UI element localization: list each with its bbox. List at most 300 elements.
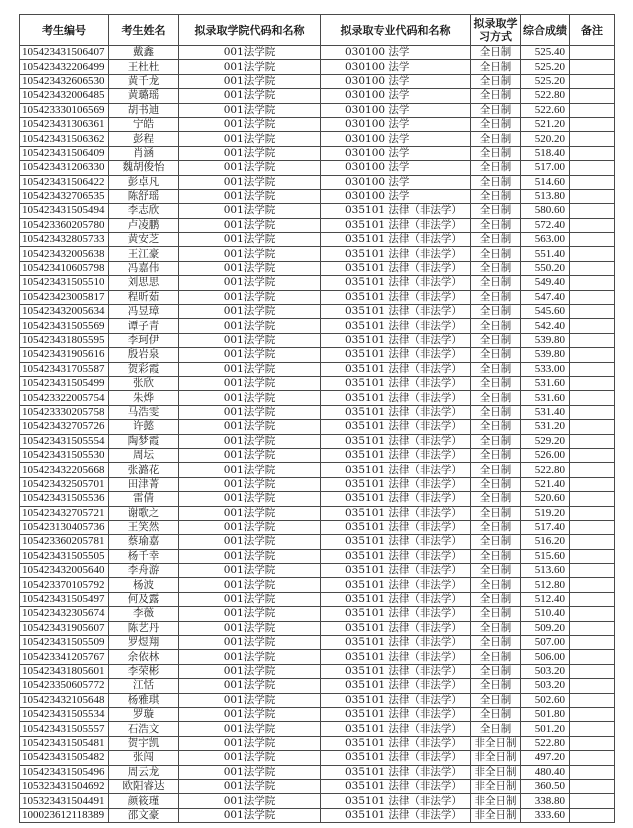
candidate-name-cell: 张潞花 xyxy=(109,463,179,477)
remarks-cell xyxy=(570,707,615,721)
candidate-name-cell: 杨千幸 xyxy=(109,549,179,563)
score-cell: 531.60 xyxy=(521,376,570,390)
college-cell: 001法学院 xyxy=(179,636,321,650)
score-cell: 519.20 xyxy=(521,506,570,520)
table-row xyxy=(20,348,615,362)
major-cell: 035101 法律（非法学） xyxy=(321,261,471,275)
candidate-name-cell: 周坛 xyxy=(109,448,179,462)
study-mode-cell: 全日制 xyxy=(471,535,521,549)
remarks-cell xyxy=(570,751,615,765)
major-cell: 035101 法律（非法学） xyxy=(321,204,471,218)
major-cell: 035101 法律（非法学） xyxy=(321,319,471,333)
major-cell: 035101 法律（非法学） xyxy=(321,578,471,592)
score-cell: 539.80 xyxy=(521,333,570,347)
study-mode-cell: 全日制 xyxy=(471,89,521,103)
major-cell: 035101 法律（非法学） xyxy=(321,434,471,448)
remarks-cell xyxy=(570,621,615,635)
score-cell: 522.80 xyxy=(521,89,570,103)
college-cell: 001法学院 xyxy=(179,578,321,592)
score-cell: 502.60 xyxy=(521,693,570,707)
score-cell: 506.00 xyxy=(521,650,570,664)
candidate-id-cell: 105423341205767 xyxy=(20,650,109,664)
score-cell: 525.40 xyxy=(521,46,570,60)
major-cell: 030100 法学 xyxy=(321,89,471,103)
table-row xyxy=(20,564,615,578)
candidate-id-cell: 105423432205668 xyxy=(20,463,109,477)
table-row xyxy=(20,736,615,750)
remarks-cell xyxy=(570,89,615,103)
major-cell: 030100 法学 xyxy=(321,60,471,74)
score-cell: 522.60 xyxy=(521,103,570,117)
candidate-id-cell: 105323431504692 xyxy=(20,779,109,793)
remarks-cell xyxy=(570,348,615,362)
candidate-name-cell: 李志欣 xyxy=(109,204,179,218)
study-mode-cell: 全日制 xyxy=(471,477,521,491)
table-row xyxy=(20,506,615,520)
study-mode-cell: 全日制 xyxy=(471,621,521,635)
table-row xyxy=(20,405,615,419)
candidate-name-cell: 谢歌之 xyxy=(109,506,179,520)
remarks-cell xyxy=(570,650,615,664)
score-cell: 333.60 xyxy=(521,808,570,822)
major-cell: 035101 法律（非法学） xyxy=(321,736,471,750)
score-cell: 529.20 xyxy=(521,434,570,448)
study-mode-cell: 全日制 xyxy=(471,189,521,203)
study-mode-cell: 全日制 xyxy=(471,376,521,390)
college-cell: 001法学院 xyxy=(179,751,321,765)
major-cell: 035101 法律（非法学） xyxy=(321,520,471,534)
score-cell: 520.60 xyxy=(521,492,570,506)
remarks-cell xyxy=(570,132,615,146)
candidate-id-cell: 105423431505497 xyxy=(20,592,109,606)
table-row xyxy=(20,146,615,160)
candidate-id-cell: 105423432505701 xyxy=(20,477,109,491)
study-mode-cell: 全日制 xyxy=(471,578,521,592)
table-row xyxy=(20,362,615,376)
study-mode-cell: 全日制 xyxy=(471,46,521,60)
candidate-id-cell: 105423431505494 xyxy=(20,204,109,218)
score-cell: 517.00 xyxy=(521,161,570,175)
remarks-cell xyxy=(570,592,615,606)
candidate-id-cell: 105423431805595 xyxy=(20,333,109,347)
candidate-id-cell: 105423360205780 xyxy=(20,218,109,232)
table-row xyxy=(20,664,615,678)
table-row xyxy=(20,477,615,491)
college-cell: 001法学院 xyxy=(179,276,321,290)
table-row xyxy=(20,520,615,534)
candidate-name-cell: 程昕茹 xyxy=(109,290,179,304)
study-mode-cell: 全日制 xyxy=(471,664,521,678)
candidate-name-cell: 贺彩霞 xyxy=(109,362,179,376)
candidate-id-cell: 105423431505482 xyxy=(20,751,109,765)
candidate-id-cell: 105423360205781 xyxy=(20,535,109,549)
study-mode-cell: 非全日制 xyxy=(471,779,521,793)
score-cell: 521.20 xyxy=(521,117,570,131)
college-cell: 001法学院 xyxy=(179,520,321,534)
college-cell: 001法学院 xyxy=(179,650,321,664)
score-cell: 507.00 xyxy=(521,636,570,650)
study-mode-cell: 全日制 xyxy=(471,74,521,88)
candidate-id-cell: 105423431506362 xyxy=(20,132,109,146)
college-cell: 001法学院 xyxy=(179,693,321,707)
candidate-id-cell: 105423431905616 xyxy=(20,348,109,362)
table-row xyxy=(20,132,615,146)
candidate-name-cell: 颜筱瑾 xyxy=(109,794,179,808)
remarks-cell xyxy=(570,420,615,434)
study-mode-cell: 全日制 xyxy=(471,305,521,319)
candidate-name-cell: 王江豪 xyxy=(109,247,179,261)
table-row xyxy=(20,463,615,477)
study-mode-cell: 全日制 xyxy=(471,549,521,563)
score-cell: 497.20 xyxy=(521,751,570,765)
candidate-name-cell: 陶梦霞 xyxy=(109,434,179,448)
remarks-cell xyxy=(570,722,615,736)
table-row xyxy=(20,434,615,448)
major-cell: 035101 法律（非法学） xyxy=(321,405,471,419)
candidate-name-cell: 杨雅琪 xyxy=(109,693,179,707)
college-cell: 001法学院 xyxy=(179,492,321,506)
study-mode-cell: 全日制 xyxy=(471,650,521,664)
candidate-name-cell: 刘思思 xyxy=(109,276,179,290)
score-cell: 531.60 xyxy=(521,391,570,405)
college-cell: 001法学院 xyxy=(179,463,321,477)
table-row xyxy=(20,290,615,304)
college-cell: 001法学院 xyxy=(179,722,321,736)
candidate-id-cell: 105423432705721 xyxy=(20,506,109,520)
candidate-name-cell: 罗璇 xyxy=(109,707,179,721)
remarks-cell xyxy=(570,477,615,491)
study-mode-cell: 全日制 xyxy=(471,204,521,218)
candidate-name-cell: 冯昱璋 xyxy=(109,305,179,319)
study-mode-cell: 全日制 xyxy=(471,276,521,290)
college-cell: 001法学院 xyxy=(179,46,321,60)
remarks-cell xyxy=(570,779,615,793)
admission-table xyxy=(19,14,615,823)
candidate-name-cell: 黄安芝 xyxy=(109,233,179,247)
table-row xyxy=(20,204,615,218)
study-mode-cell: 全日制 xyxy=(471,679,521,693)
candidate-name-cell: 罗煜翔 xyxy=(109,636,179,650)
major-cell: 035101 法律（非法学） xyxy=(321,794,471,808)
remarks-cell xyxy=(570,117,615,131)
remarks-cell xyxy=(570,463,615,477)
candidate-name-cell: 蔡瑜嘉 xyxy=(109,535,179,549)
table-row xyxy=(20,89,615,103)
college-cell: 001法学院 xyxy=(179,319,321,333)
remarks-cell xyxy=(570,448,615,462)
score-cell: 480.40 xyxy=(521,765,570,779)
candidate-name-cell: 何及露 xyxy=(109,592,179,606)
college-cell: 001法学院 xyxy=(179,189,321,203)
candidate-id-cell: 105423130405736 xyxy=(20,520,109,534)
candidate-id-cell: 105423431505534 xyxy=(20,707,109,721)
score-cell: 360.50 xyxy=(521,779,570,793)
candidate-id-cell: 105423432005638 xyxy=(20,247,109,261)
candidate-name-cell: 冯嘉伟 xyxy=(109,261,179,275)
candidate-name-cell: 欧阳睿达 xyxy=(109,779,179,793)
remarks-cell xyxy=(570,693,615,707)
major-cell: 035101 法律（非法学） xyxy=(321,549,471,563)
major-cell: 035101 法律（非法学） xyxy=(321,664,471,678)
remarks-cell xyxy=(570,175,615,189)
score-cell: 503.20 xyxy=(521,679,570,693)
candidate-name-cell: 邵文豪 xyxy=(109,808,179,822)
candidate-name-cell: 张欣 xyxy=(109,376,179,390)
candidate-name-cell: 李舟游 xyxy=(109,564,179,578)
major-cell: 035101 法律（非法学） xyxy=(321,621,471,635)
study-mode-cell: 全日制 xyxy=(471,434,521,448)
table-row xyxy=(20,103,615,117)
college-cell: 001法学院 xyxy=(179,233,321,247)
remarks-cell xyxy=(570,204,615,218)
table-row xyxy=(20,578,615,592)
study-mode-cell: 全日制 xyxy=(471,132,521,146)
college-cell: 001法学院 xyxy=(179,247,321,261)
remarks-cell xyxy=(570,736,615,750)
study-mode-cell: 全日制 xyxy=(471,405,521,419)
college-cell: 001法学院 xyxy=(179,74,321,88)
remarks-cell xyxy=(570,549,615,563)
study-mode-cell: 全日制 xyxy=(471,722,521,736)
study-mode-cell: 全日制 xyxy=(471,463,521,477)
remarks-cell xyxy=(570,405,615,419)
score-cell: 512.40 xyxy=(521,592,570,606)
major-cell: 035101 法律（非法学） xyxy=(321,779,471,793)
candidate-id-cell: 105423431505510 xyxy=(20,276,109,290)
major-cell: 035101 法律（非法学） xyxy=(321,722,471,736)
remarks-cell xyxy=(570,794,615,808)
college-cell: 001法学院 xyxy=(179,679,321,693)
remarks-cell xyxy=(570,434,615,448)
remarks-cell xyxy=(570,664,615,678)
header-row xyxy=(20,15,615,46)
study-mode-cell: 全日制 xyxy=(471,448,521,462)
college-cell: 001法学院 xyxy=(179,477,321,491)
remarks-cell xyxy=(570,679,615,693)
candidate-id-cell: 105423431505509 xyxy=(20,636,109,650)
candidate-id-cell: 105423431505536 xyxy=(20,492,109,506)
score-cell: 549.40 xyxy=(521,276,570,290)
table-row xyxy=(20,693,615,707)
remarks-cell xyxy=(570,233,615,247)
major-cell: 035101 法律（非法学） xyxy=(321,707,471,721)
remarks-cell xyxy=(570,520,615,534)
score-cell: 572.40 xyxy=(521,218,570,232)
candidate-id-cell: 105423432005640 xyxy=(20,564,109,578)
score-cell: 521.40 xyxy=(521,477,570,491)
table-row xyxy=(20,636,615,650)
candidate-id-cell: 105423370105792 xyxy=(20,578,109,592)
college-cell: 001法学院 xyxy=(179,132,321,146)
table-row xyxy=(20,448,615,462)
candidate-id-cell: 105423431505530 xyxy=(20,448,109,462)
major-cell: 035101 法律（非法学） xyxy=(321,233,471,247)
candidate-id-cell: 105423431705587 xyxy=(20,362,109,376)
score-cell: 501.80 xyxy=(521,707,570,721)
score-cell: 510.40 xyxy=(521,607,570,621)
college-cell: 001法学院 xyxy=(179,765,321,779)
study-mode-cell: 非全日制 xyxy=(471,765,521,779)
table-row xyxy=(20,276,615,290)
major-cell: 030100 法学 xyxy=(321,175,471,189)
college-cell: 001法学院 xyxy=(179,218,321,232)
study-mode-cell: 全日制 xyxy=(471,247,521,261)
major-cell: 035101 法律（非法学） xyxy=(321,535,471,549)
study-mode-cell: 全日制 xyxy=(471,233,521,247)
study-mode-cell: 全日制 xyxy=(471,103,521,117)
candidate-id-cell: 105423432005634 xyxy=(20,305,109,319)
college-cell: 001法学院 xyxy=(179,535,321,549)
major-cell: 035101 法律（非法学） xyxy=(321,290,471,304)
college-cell: 001法学院 xyxy=(179,420,321,434)
candidate-id-cell: 105423431505499 xyxy=(20,376,109,390)
table-row xyxy=(20,218,615,232)
candidate-id-cell: 105423330205758 xyxy=(20,405,109,419)
remarks-cell xyxy=(570,765,615,779)
candidate-name-cell: 雷倩 xyxy=(109,492,179,506)
table-row xyxy=(20,161,615,175)
study-mode-cell: 非全日制 xyxy=(471,751,521,765)
college-cell: 001法学院 xyxy=(179,607,321,621)
remarks-cell xyxy=(570,391,615,405)
candidate-name-cell: 戴鑫 xyxy=(109,46,179,60)
college-cell: 001法学院 xyxy=(179,261,321,275)
remarks-cell xyxy=(570,261,615,275)
table-row xyxy=(20,650,615,664)
candidate-id-cell: 105423431206330 xyxy=(20,161,109,175)
remarks-cell xyxy=(570,535,615,549)
remarks-cell xyxy=(570,247,615,261)
college-cell: 001法学院 xyxy=(179,549,321,563)
major-cell: 035101 法律（非法学） xyxy=(321,348,471,362)
study-mode-cell: 全日制 xyxy=(471,60,521,74)
candidate-name-cell: 许懿 xyxy=(109,420,179,434)
college-cell: 001法学院 xyxy=(179,707,321,721)
college-cell: 001法学院 xyxy=(179,348,321,362)
remarks-cell xyxy=(570,146,615,160)
score-cell: 515.60 xyxy=(521,549,570,563)
table-row xyxy=(20,420,615,434)
major-cell: 035101 法律（非法学） xyxy=(321,592,471,606)
major-cell: 035101 法律（非法学） xyxy=(321,477,471,491)
remarks-cell xyxy=(570,46,615,60)
score-cell: 514.60 xyxy=(521,175,570,189)
remarks-cell xyxy=(570,333,615,347)
study-mode-cell: 全日制 xyxy=(471,175,521,189)
major-cell: 035101 法律（非法学） xyxy=(321,506,471,520)
table-row xyxy=(20,794,615,808)
study-mode-cell: 全日制 xyxy=(471,319,521,333)
candidate-name-cell: 周云龙 xyxy=(109,765,179,779)
score-cell: 551.40 xyxy=(521,247,570,261)
table-row xyxy=(20,175,615,189)
score-cell: 517.40 xyxy=(521,520,570,534)
candidate-name-cell: 李薇 xyxy=(109,607,179,621)
major-cell: 035101 法律（非法学） xyxy=(321,636,471,650)
score-cell: 531.40 xyxy=(521,405,570,419)
college-cell: 001法学院 xyxy=(179,161,321,175)
table-row xyxy=(20,549,615,563)
candidate-name-cell: 彭卓凡 xyxy=(109,175,179,189)
score-cell: 547.40 xyxy=(521,290,570,304)
major-cell: 035101 法律（非法学） xyxy=(321,305,471,319)
remarks-cell xyxy=(570,607,615,621)
major-cell: 035101 法律（非法学） xyxy=(321,376,471,390)
table-row xyxy=(20,391,615,405)
candidate-id-cell: 105423431505569 xyxy=(20,319,109,333)
score-cell: 338.80 xyxy=(521,794,570,808)
score-cell: 501.20 xyxy=(521,722,570,736)
remarks-cell xyxy=(570,189,615,203)
remarks-cell xyxy=(570,103,615,117)
table-row xyxy=(20,60,615,74)
table-row xyxy=(20,679,615,693)
candidate-name-cell: 王笑然 xyxy=(109,520,179,534)
candidate-id-cell: 105423432305674 xyxy=(20,607,109,621)
remarks-cell xyxy=(570,290,615,304)
table-row xyxy=(20,592,615,606)
table-row xyxy=(20,492,615,506)
study-mode-cell: 全日制 xyxy=(471,506,521,520)
score-cell: 563.00 xyxy=(521,233,570,247)
remarks-cell xyxy=(570,636,615,650)
major-cell: 035101 法律（非法学） xyxy=(321,650,471,664)
major-cell: 030100 法学 xyxy=(321,74,471,88)
candidate-name-cell: 李珂伊 xyxy=(109,333,179,347)
college-cell: 001法学院 xyxy=(179,103,321,117)
header-major: 拟录取专业代码和名称 xyxy=(321,15,471,46)
study-mode-cell: 全日制 xyxy=(471,420,521,434)
candidate-id-cell: 105423431505481 xyxy=(20,736,109,750)
major-cell: 035101 法律（非法学） xyxy=(321,276,471,290)
study-mode-cell: 全日制 xyxy=(471,592,521,606)
table-row xyxy=(20,46,615,60)
candidate-id-cell: 105423322005754 xyxy=(20,391,109,405)
candidate-name-cell: 杨波 xyxy=(109,578,179,592)
major-cell: 035101 法律（非法学） xyxy=(321,420,471,434)
header-remarks: 备注 xyxy=(570,15,615,46)
score-cell: 509.20 xyxy=(521,621,570,635)
college-cell: 001法学院 xyxy=(179,808,321,822)
major-cell: 030100 法学 xyxy=(321,46,471,60)
candidate-id-cell: 105423432206499 xyxy=(20,60,109,74)
score-cell: 525.20 xyxy=(521,74,570,88)
college-cell: 001法学院 xyxy=(179,333,321,347)
remarks-cell xyxy=(570,161,615,175)
candidate-name-cell: 王杜杜 xyxy=(109,60,179,74)
table-row xyxy=(20,808,615,822)
remarks-cell xyxy=(570,276,615,290)
major-cell: 035101 法律（非法学） xyxy=(321,362,471,376)
remarks-cell xyxy=(570,808,615,822)
table-row xyxy=(20,305,615,319)
college-cell: 001法学院 xyxy=(179,89,321,103)
candidate-name-cell: 彭程 xyxy=(109,132,179,146)
candidate-id-cell: 105423431306361 xyxy=(20,117,109,131)
major-cell: 030100 法学 xyxy=(321,161,471,175)
major-cell: 030100 法学 xyxy=(321,132,471,146)
candidate-name-cell: 江恬 xyxy=(109,679,179,693)
header-candidate-name: 考生姓名 xyxy=(109,15,179,46)
candidate-id-cell: 105423410605798 xyxy=(20,261,109,275)
candidate-name-cell: 肖涵 xyxy=(109,146,179,160)
college-cell: 001法学院 xyxy=(179,736,321,750)
study-mode-cell: 全日制 xyxy=(471,261,521,275)
remarks-cell xyxy=(570,218,615,232)
remarks-cell xyxy=(570,506,615,520)
study-mode-cell: 全日制 xyxy=(471,333,521,347)
major-cell: 035101 法律（非法学） xyxy=(321,218,471,232)
